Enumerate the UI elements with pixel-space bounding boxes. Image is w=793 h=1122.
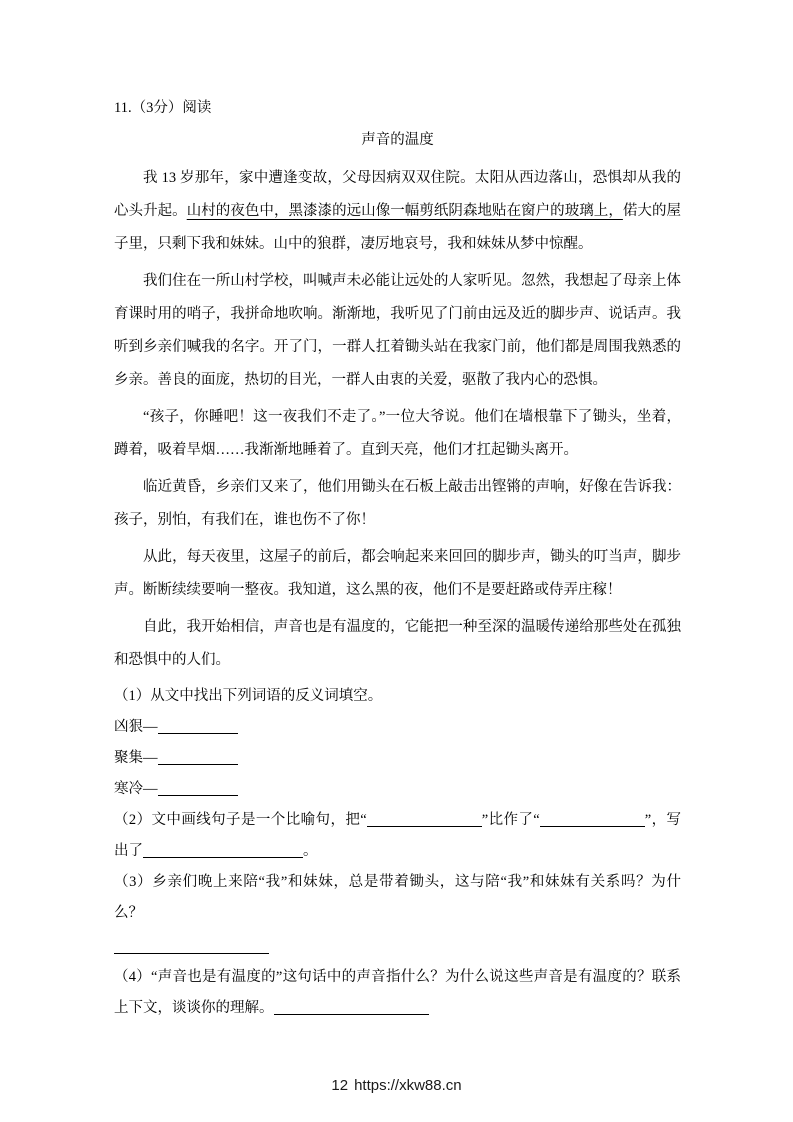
antonym-item-3 <box>114 774 681 805</box>
paragraph-1-text-before: 我 13 岁那年，家中遭逢变故，父母因病双双住院。太阳从西边落山，恐惧却从我的心头升起。 <box>114 170 681 219</box>
antonym-word-1: 凶狠— <box>114 719 158 735</box>
question-1-prompt: （1）从文中找出下列词语的反义词填空。 <box>114 688 383 704</box>
question-2-text-1: （2）文中画线句子是一个比喻句，把“ <box>114 812 367 828</box>
paragraph-1 <box>114 162 681 261</box>
passage-title: 声音的温度 <box>361 132 434 148</box>
question-2 <box>114 805 681 867</box>
answer-blank-q3 <box>114 938 269 954</box>
question-2-text-2: ”比作了“ <box>481 812 540 828</box>
question-2-text-4: 。 <box>303 843 318 859</box>
answer-blank-antonym-1 <box>158 720 238 735</box>
answer-blank-q2-1 <box>367 813 482 828</box>
page-footer <box>0 1077 793 1094</box>
question-3: （3）乡亲们晚上来陪“我”和妹妹，总是带着锄头，这与陪“我”和妹妹有关系吗？为什么？ <box>114 874 681 921</box>
paragraph-3: “孩子，你睡吧！这一夜我们不走了。”一位大爷说。他们在墙根靠下了锄头，坐着，蹲着，吸着旱烟……我渐渐地睡着了。直到天亮，他们才扛起锄头离开。 <box>114 409 681 458</box>
antonym-item-1 <box>114 712 681 743</box>
antonym-word-3: 寒冷— <box>114 781 158 797</box>
question-3-answer-row <box>114 931 681 962</box>
paragraph-4: 临近黄昏，乡亲们又来了，他们用锄头在石板上敲击出铿锵的声响，好像在告诉我：孩子，别怕，有我们在，谁也伤不了你！ <box>114 479 681 528</box>
paragraph-6: 自此，我开始相信，声音也是有温度的，它能把一种至深的温暖传递给那些处在孤独和恐惧中的人们。 <box>114 619 681 668</box>
paragraph-5: 从此，每天夜里，这屋子的前后，都会响起来来回回的脚步声，锄头的叮当声，脚步声。断断续续要响一整夜。我知道，这么黑的夜，他们不是要赶路或侍弄庄稼！ <box>114 549 681 598</box>
question-number-header: 11.（3分）阅读 <box>114 100 212 116</box>
page-number: 12 <box>331 1077 349 1094</box>
question-4 <box>114 962 681 1024</box>
answer-blank-q4 <box>274 1001 429 1016</box>
underlined-sentence: 山村的夜色中，黑漆漆的远山像一幅剪纸阴森地贴在窗户的玻璃上， <box>186 203 623 219</box>
watermark-url: https://xkw88.cn <box>354 1077 462 1094</box>
question-2-text-3: ”，写出了 <box>114 812 682 859</box>
question-4-text: （4）“声音也是有温度的”这句话中的声音指什么？为什么说这些声音是有温度的？联系上下文，谈谈你的理解。 <box>114 969 681 1016</box>
answer-blank-q2-3 <box>143 844 303 859</box>
paragraph-2: 我们住在一所山村学校，叫喊声未必能让远处的人家听见。忽然，我想起了母亲上体育课时用的哨子，我拼命地吹响。渐渐地，我听见了门前由远及近的脚步声、说话声。我听到乡亲们喊我的名字。开了门，一群人扛着锄头站在我家门前，他们都是周围我熟悉的乡亲。善良的面庞，热切的目光，一群人由衷的关爱，驱散了我内心的恐惧。 <box>114 273 681 388</box>
answer-blank-antonym-3 <box>158 782 238 797</box>
answer-blank-antonym-2 <box>158 751 238 766</box>
antonym-item-2 <box>114 743 681 774</box>
paragraph-1-text-after: 偌大的屋子里，只剩下我和妹妹。山中的狼群，凄厉地哀号，我和妹妹从梦中惊醒。 <box>114 203 682 252</box>
antonym-word-2: 聚集— <box>114 750 158 766</box>
answer-blank-q2-2 <box>540 813 645 828</box>
